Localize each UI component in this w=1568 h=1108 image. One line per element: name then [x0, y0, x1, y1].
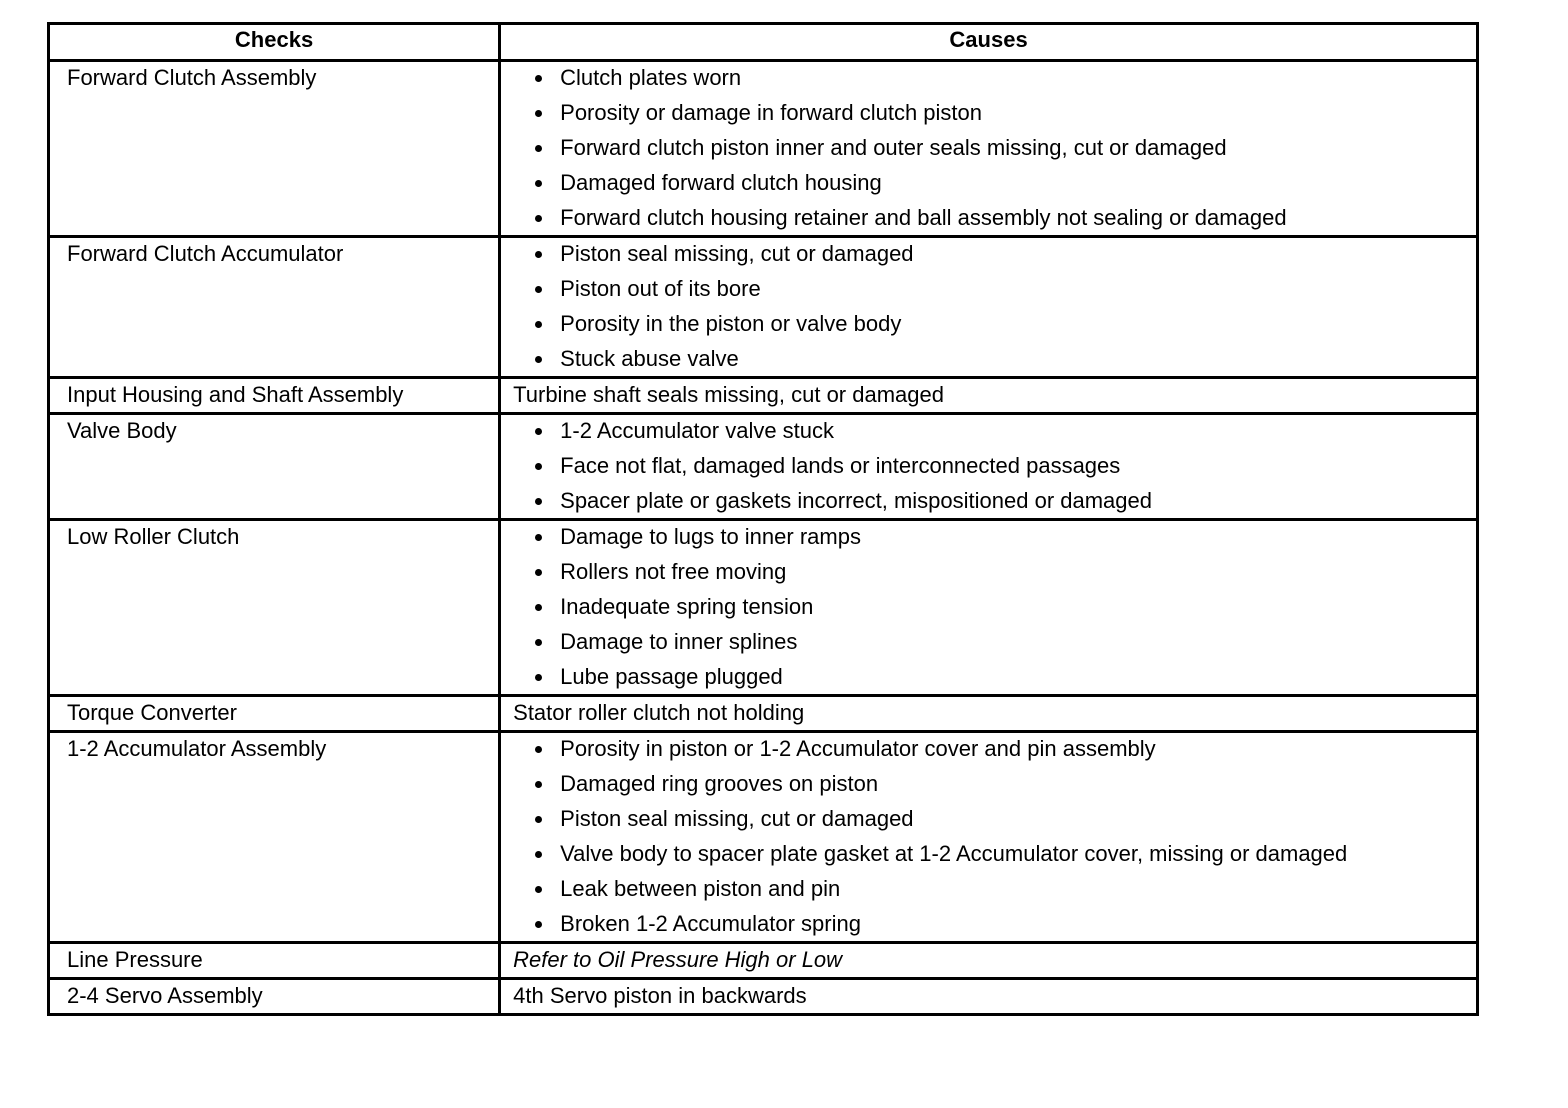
bullet-icon — [535, 321, 542, 328]
bullet-icon — [535, 75, 542, 82]
causes-cell — [500, 61, 1478, 237]
check-cell: Torque Converter — [49, 696, 500, 732]
check-cell: Line Pressure — [49, 943, 500, 979]
header-causes: Causes — [500, 24, 1478, 61]
cause-item: Spacer plate or gaskets incorrect, mispositioned or damaged — [535, 488, 1466, 514]
bullet-icon — [535, 816, 542, 823]
bullet-icon — [535, 110, 542, 117]
table-row — [49, 237, 1478, 378]
header-checks: Checks — [49, 24, 500, 61]
cause-item: Forward clutch piston inner and outer seals missing, cut or damaged — [535, 135, 1466, 161]
bullet-icon — [535, 251, 542, 258]
cause-item: Forward clutch housing retainer and ball assembly not sealing or damaged — [535, 205, 1466, 231]
causes-cell — [500, 414, 1478, 520]
causes-cell — [500, 237, 1478, 378]
check-cell: Forward Clutch Assembly — [49, 61, 500, 237]
causes-cell: Turbine shaft seals missing, cut or damaged — [500, 378, 1478, 414]
check-cell: Valve Body — [49, 414, 500, 520]
table-row — [49, 414, 1478, 520]
table-row — [49, 979, 1478, 1015]
cause-item: Piston seal missing, cut or damaged — [535, 806, 1466, 832]
bullet-icon — [535, 674, 542, 681]
bullet-icon — [535, 286, 542, 293]
cause-item: Porosity in piston or 1-2 Accumulator cover and pin assembly — [535, 736, 1466, 762]
cause-item: Piston seal missing, cut or damaged — [535, 241, 1466, 267]
cause-item: Porosity or damage in forward clutch piston — [535, 100, 1466, 126]
causes-list — [513, 65, 1466, 231]
bullet-icon — [535, 569, 542, 576]
cause-item: Damaged ring grooves on piston — [535, 771, 1466, 797]
bullet-icon — [535, 180, 542, 187]
cause-item: 1-2 Accumulator valve stuck — [535, 418, 1466, 444]
bullet-icon — [535, 639, 542, 646]
bullet-icon — [535, 215, 542, 222]
causes-list — [513, 736, 1466, 937]
diagnosis-table — [47, 22, 1479, 1016]
bullet-icon — [535, 604, 542, 611]
check-cell: 2-4 Servo Assembly — [49, 979, 500, 1015]
cause-item: Damage to lugs to inner ramps — [535, 524, 1466, 550]
causes-cell: 4th Servo piston in backwards — [500, 979, 1478, 1015]
cause-item: Inadequate spring tension — [535, 594, 1466, 620]
table-row — [49, 61, 1478, 237]
cause-item: Porosity in the piston or valve body — [535, 311, 1466, 337]
cause-item: Stuck abuse valve — [535, 346, 1466, 372]
causes-list — [513, 418, 1466, 514]
table-row — [49, 696, 1478, 732]
cause-item: Piston out of its bore — [535, 276, 1466, 302]
check-cell: 1-2 Accumulator Assembly — [49, 732, 500, 943]
cause-item: Broken 1-2 Accumulator spring — [535, 911, 1466, 937]
causes-cell — [500, 943, 1478, 979]
bullet-icon — [535, 886, 542, 893]
bullet-icon — [535, 746, 542, 753]
check-cell: Forward Clutch Accumulator — [49, 237, 500, 378]
oil-pressure-reference-link[interactable]: Oil Pressure High or Low — [597, 947, 843, 972]
table-row — [49, 520, 1478, 696]
causes-cell — [500, 732, 1478, 943]
cause-item: Damaged forward clutch housing — [535, 170, 1466, 196]
bullet-icon — [535, 781, 542, 788]
cause-item: Face not flat, damaged lands or interconnected passages — [535, 453, 1466, 479]
causes-cell: Stator roller clutch not holding — [500, 696, 1478, 732]
causes-cell — [500, 520, 1478, 696]
cause-item: Damage to inner splines — [535, 629, 1466, 655]
table-row — [49, 943, 1478, 979]
table-row — [49, 378, 1478, 414]
check-cell: Low Roller Clutch — [49, 520, 500, 696]
causes-list — [513, 524, 1466, 690]
cause-item: Leak between piston and pin — [535, 876, 1466, 902]
cause-item: Rollers not free moving — [535, 559, 1466, 585]
cause-item: Lube passage plugged — [535, 664, 1466, 690]
cause-item: Valve body to spacer plate gasket at 1-2 Accumulator cover, missing or damaged — [535, 841, 1466, 867]
table-header-row — [49, 24, 1478, 61]
bullet-icon — [535, 921, 542, 928]
causes-list — [513, 241, 1466, 372]
bullet-icon — [535, 851, 542, 858]
bullet-icon — [535, 498, 542, 505]
refer-prefix: Refer to — [513, 947, 598, 972]
bullet-icon — [535, 428, 542, 435]
bullet-icon — [535, 463, 542, 470]
check-cell: Input Housing and Shaft Assembly — [49, 378, 500, 414]
bullet-icon — [535, 145, 542, 152]
bullet-icon — [535, 534, 542, 541]
cause-item: Clutch plates worn — [535, 65, 1466, 91]
table-row — [49, 732, 1478, 943]
bullet-icon — [535, 356, 542, 363]
